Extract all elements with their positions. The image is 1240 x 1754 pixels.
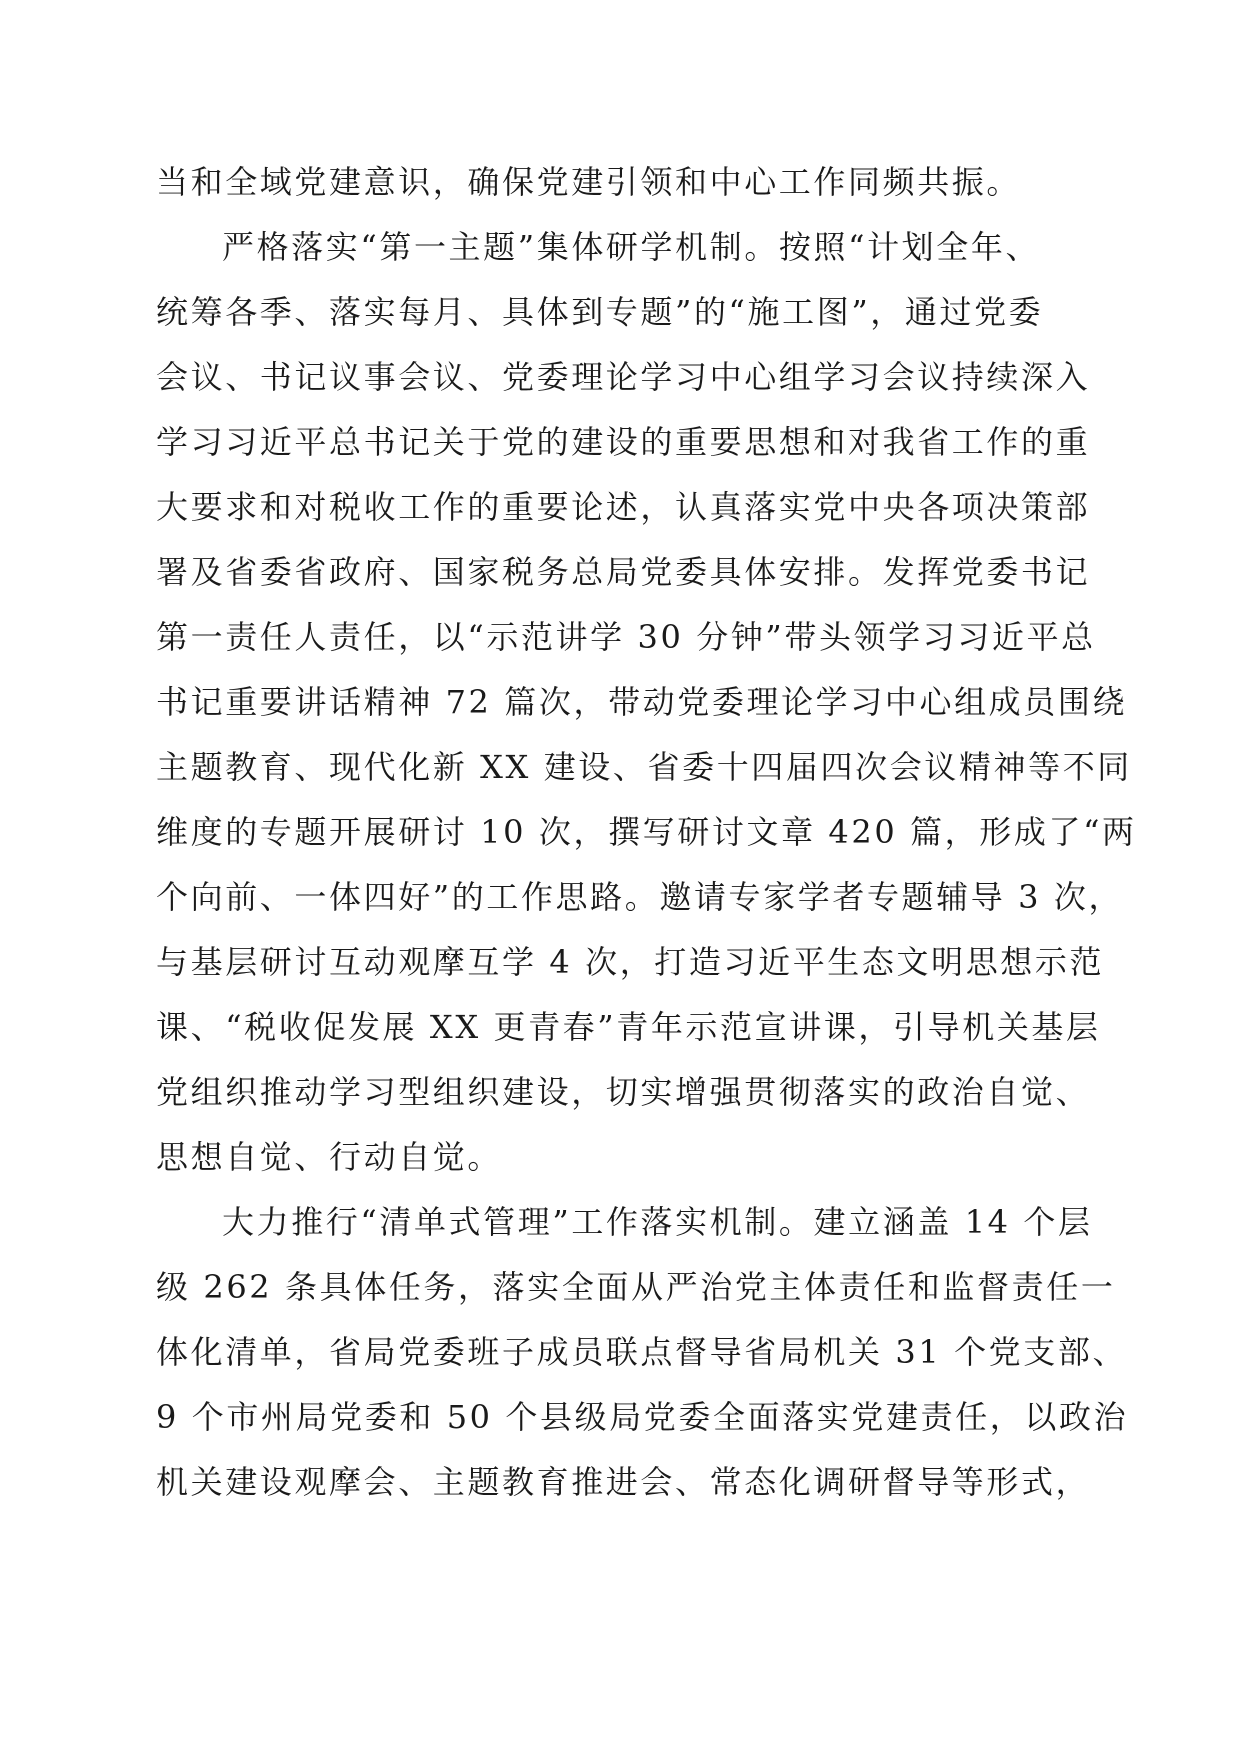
- text-line: 个向前、一体四好”的工作思路。邀请专家学者专题辅导 3 次，: [156, 878, 1124, 916]
- text-line: 机关建设观摩会、主题教育推进会、常态化调研督导等形式，: [156, 1463, 1091, 1501]
- text-line: 学习习近平总书记关于党的建设的重要思想和对我省工作的重: [156, 423, 1091, 461]
- text-line: 体化清单，省局党委班子成员联点督导省局机关 31 个党支部、: [156, 1333, 1128, 1371]
- text-line: 当和全域党建意识，确保党建引领和中心工作同频共振。: [156, 163, 1022, 201]
- text-line: 书记重要讲话精神 72 篇次，带动党委理论学习中心组成员围绕: [156, 683, 1128, 721]
- text-line: 署及省委省政府、国家税务总局党委具体安排。发挥党委书记: [156, 553, 1091, 591]
- text-line: 党组织推动学习型组织建设，切实增强贯彻落实的政治自觉、: [156, 1073, 1091, 1111]
- text-line: 与基层研讨互动观摩互学 4 次，打造习近平生态文明思想示范: [156, 943, 1105, 981]
- text-line: 级 262 条具体任务，落实全面从严治党主体责任和监督责任一: [156, 1268, 1116, 1306]
- paragraph-first-line: 大力推行“清单式管理”工作落实机制。建立涵盖 14 个层: [222, 1203, 1093, 1241]
- text-line: 维度的专题开展研讨 10 次，撰写研讨文章 420 篇，形成了“两: [156, 813, 1137, 851]
- text-line: 9 个市州局党委和 50 个县级局党委全面落实党建责任，以政治: [156, 1398, 1129, 1436]
- paragraph-first-line: 严格落实“第一主题”集体研学机制。按照“计划全年、: [222, 228, 1041, 266]
- text-line: 统筹各季、落实每月、具体到专题”的“施工图”，通过党委: [156, 293, 1044, 331]
- text-line: 会议、书记议事会议、党委理论学习中心组学习会议持续深入: [156, 358, 1091, 396]
- text-line: 思想自觉、行动自觉。: [156, 1138, 503, 1176]
- text-line: 第一责任人责任，以“示范讲学 30 分钟”带头领学习习近平总: [156, 618, 1096, 656]
- body-text: [156, 150, 1137, 1515]
- text-line: 大要求和对税收工作的重要论述，认真落实党中央各项决策部: [156, 488, 1091, 526]
- text-line: 主题教育、现代化新 XX 建设、省委十四届四次会议精神等不同: [156, 748, 1132, 786]
- text-line: 课、“税收促发展 XX 更青春”青年示范宣讲课，引导机关基层: [156, 1008, 1101, 1046]
